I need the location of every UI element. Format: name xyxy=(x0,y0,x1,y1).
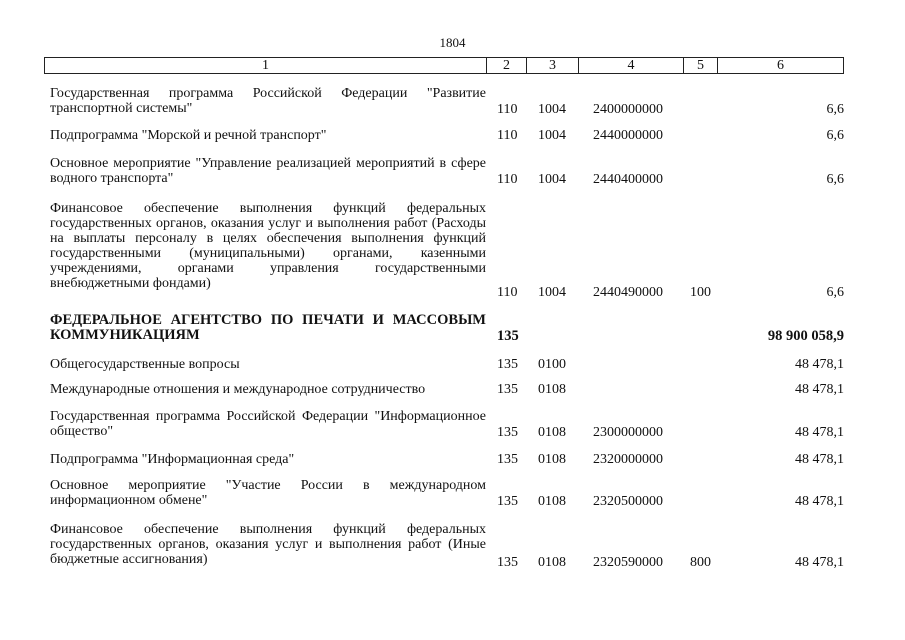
row-chapter-code: 135 xyxy=(497,494,518,509)
row-name: Подпрограмма "Морской и речной транспорт" xyxy=(50,128,327,143)
row-target-code: 2320500000 xyxy=(593,494,663,509)
column-header-1: 1 xyxy=(45,58,487,74)
row-chapter-code: 110 xyxy=(497,285,518,300)
row-chapter-code: 135 xyxy=(497,328,519,344)
row-chapter-code: 135 xyxy=(497,452,518,467)
row-amount: 48 478,1 xyxy=(795,555,844,570)
row-amount: 48 478,1 xyxy=(795,357,844,372)
row-amount: 6,6 xyxy=(826,285,844,300)
row-chapter-code: 135 xyxy=(497,425,518,440)
row-section-code: 1004 xyxy=(538,285,566,300)
row-amount: 48 478,1 xyxy=(795,382,844,397)
row-expense-type: 100 xyxy=(690,285,711,300)
column-header-table xyxy=(44,57,844,74)
row-chapter-code: 110 xyxy=(497,128,518,143)
row-name: Государственная программа Российской Федерации "Развитие транспортной системы" xyxy=(50,86,486,116)
row-name: Подпрограмма "Информационная среда" xyxy=(50,452,295,467)
row-amount: 48 478,1 xyxy=(795,494,844,509)
row-amount: 48 478,1 xyxy=(795,425,844,440)
row-name: Финансовое обеспечение выполнения функций федеральных государственных органов, оказания услуг и выполнения работ (Расходы на выплаты персоналу в целях обеспечения выполнения функций государственными (муниципальными) органами, казенными учреждениями, органами управления государственными внебюджетными фондами) xyxy=(50,201,486,291)
page-number: 1804 xyxy=(439,35,466,50)
row-name: Основное мероприятие "Управление реализацией мероприятий в сфере водного транспорта" xyxy=(50,156,486,186)
row-section-code: 0108 xyxy=(538,452,566,467)
row-section-code: 0108 xyxy=(538,494,566,509)
column-header-6: 6 xyxy=(718,58,844,74)
row-amount: 6,6 xyxy=(826,102,844,117)
row-section-code: 1004 xyxy=(538,128,566,143)
row-target-code: 2440400000 xyxy=(593,172,663,187)
row-name: Общегосударственные вопросы xyxy=(50,357,240,372)
column-header-4: 4 xyxy=(579,58,684,74)
row-section-code: 0108 xyxy=(538,425,566,440)
row-section-code: 0100 xyxy=(538,357,566,372)
row-name: Государственная программа Российской Федерации "Информационное общество" xyxy=(50,409,486,439)
row-section-code: 0108 xyxy=(538,382,566,397)
row-chapter-code: 110 xyxy=(497,172,518,187)
row-chapter-code: 135 xyxy=(497,382,518,397)
row-section-code: 1004 xyxy=(538,102,566,117)
row-chapter-code: 135 xyxy=(497,555,518,570)
row-target-code: 2400000000 xyxy=(593,102,663,117)
row-target-code: 2320590000 xyxy=(593,555,663,570)
row-target-code: 2440490000 xyxy=(593,285,663,300)
row-expense-type: 800 xyxy=(690,555,711,570)
row-section-code: 0108 xyxy=(538,555,566,570)
row-amount: 48 478,1 xyxy=(795,452,844,467)
row-target-code: 2440000000 xyxy=(593,128,663,143)
row-section-code: 1004 xyxy=(538,172,566,187)
column-header-3: 3 xyxy=(527,58,579,74)
row-amount: 6,6 xyxy=(826,172,844,187)
row-name: ФЕДЕРАЛЬНОЕ АГЕНТСТВО ПО ПЕЧАТИ И МАССОВЫМ КОММУНИКАЦИЯМ xyxy=(50,312,486,343)
column-header-5: 5 xyxy=(684,58,718,74)
row-amount: 98 900 058,9 xyxy=(767,328,844,344)
row-name: Международные отношения и международное сотрудничество xyxy=(50,382,426,397)
row-chapter-code: 135 xyxy=(497,357,518,372)
row-target-code: 2300000000 xyxy=(593,425,663,440)
row-name: Основное мероприятие "Участие России в международном информационном обмене" xyxy=(50,478,486,508)
row-name: Финансовое обеспечение выполнения функций федеральных государственных органов, оказания услуг и выполнения работ (Иные бюджетные ассигнования) xyxy=(50,522,486,567)
column-header-row xyxy=(45,58,844,74)
row-chapter-code: 110 xyxy=(497,102,518,117)
column-header-2: 2 xyxy=(487,58,527,74)
row-amount: 6,6 xyxy=(826,128,844,143)
row-target-code: 2320000000 xyxy=(593,452,663,467)
